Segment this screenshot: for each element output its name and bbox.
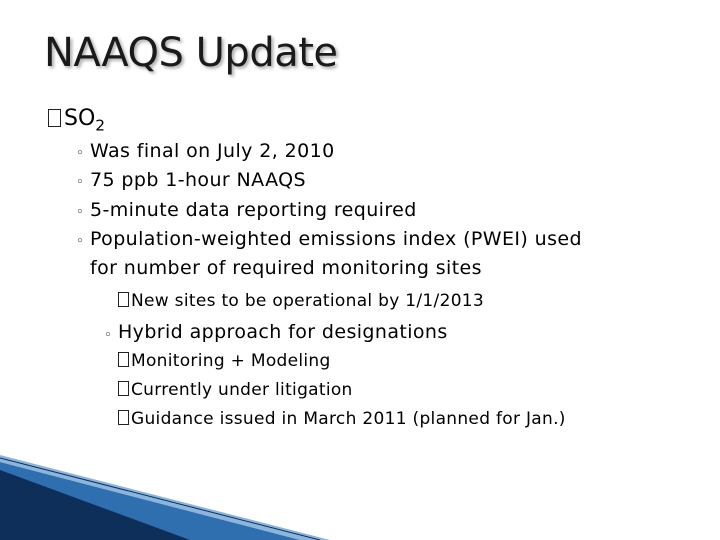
list-item-continuation: for number of required monitoring sites xyxy=(90,257,482,279)
sub-bullet-icon: ◦ xyxy=(76,175,84,190)
hybrid-subitem-text: Guidance issued in March 2011 (planned for Jan.) xyxy=(131,409,566,429)
list-item: Population-weighted emissions index (PWEI) used xyxy=(90,228,582,250)
sub-bullet-icon: ◦ xyxy=(76,205,84,220)
list-item: 75 ppb 1-hour NAAQS xyxy=(90,169,306,191)
hybrid-subitem-text: Currently under litigation xyxy=(131,380,353,400)
so2-label: SO xyxy=(64,106,96,131)
pwei-subitem-text: New sites to be operational by 1/1/2013 xyxy=(131,291,485,311)
list-item: 5-minute data reporting required xyxy=(90,199,417,221)
slide-title: NAAQS Update xyxy=(44,30,338,76)
hybrid-subitem-text: Monitoring + Modeling xyxy=(131,351,331,371)
sub-bullet-icon: ◦ xyxy=(104,328,112,343)
so2-subscript: 2 xyxy=(95,116,106,135)
hybrid-item: Hybrid approach for designations xyxy=(118,321,448,343)
sub-bullet-icon: ◦ xyxy=(76,146,84,161)
list-item: Was final on July 2, 2010 xyxy=(90,140,335,162)
sub-bullet-icon: ◦ xyxy=(76,234,84,249)
